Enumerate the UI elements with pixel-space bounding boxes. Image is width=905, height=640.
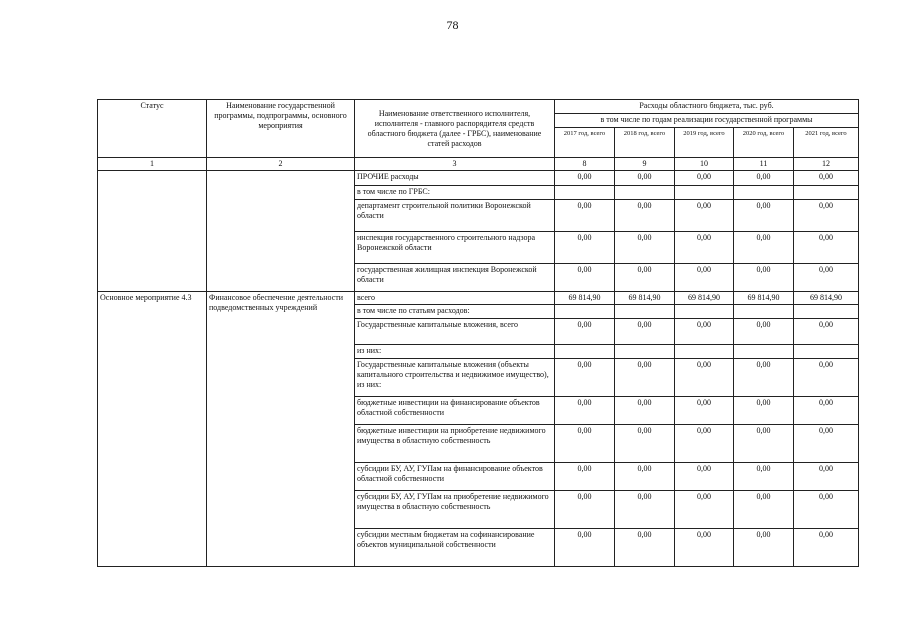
header-program-name: Наименование государственной программы, подпрограммы, основного мероприятия bbox=[207, 100, 355, 158]
value-2021 bbox=[794, 305, 859, 319]
row-label: Государственные капитальные вложения (объекты капитального строительства и недвижимое имущество), из них: bbox=[355, 359, 555, 397]
row-label: в том числе по статьям расходов: bbox=[355, 305, 555, 319]
header-executor: Наименование ответственного исполнителя, исполнителя - главного распорядителя средств областного бюджета (далее - ГРБС), наименование статей расходов bbox=[355, 100, 555, 158]
value-2018: 0,00 bbox=[615, 491, 675, 529]
row-label: инспекция государственного строительного надзора Воронежской области bbox=[355, 232, 555, 264]
row-label: государственная жилищная инспекция Воронежской области bbox=[355, 264, 555, 292]
value-2017: 0,00 bbox=[555, 529, 615, 567]
value-2021: 0,00 bbox=[794, 359, 859, 397]
value-2017 bbox=[555, 305, 615, 319]
value-2019 bbox=[675, 186, 734, 200]
row-label: из них: bbox=[355, 345, 555, 359]
value-2021: 69 814,90 bbox=[794, 292, 859, 305]
value-2021: 0,00 bbox=[794, 397, 859, 425]
value-2020: 69 814,90 bbox=[734, 292, 794, 305]
value-2019: 69 814,90 bbox=[675, 292, 734, 305]
value-2018: 0,00 bbox=[615, 397, 675, 425]
value-2020: 0,00 bbox=[734, 319, 794, 345]
value-2017: 0,00 bbox=[555, 397, 615, 425]
value-2019 bbox=[675, 305, 734, 319]
row-label: субсидии БУ, АУ, ГУПам на финансирование объектов областной собственности bbox=[355, 463, 555, 491]
col-number: 12 bbox=[794, 158, 859, 171]
row-label: субсидии местным бюджетам на софинансирование объектов муниципальной собственности bbox=[355, 529, 555, 567]
value-2021: 0,00 bbox=[794, 463, 859, 491]
name-cell-empty bbox=[207, 171, 355, 292]
value-2019: 0,00 bbox=[675, 397, 734, 425]
value-2021: 0,00 bbox=[794, 425, 859, 463]
value-2018: 0,00 bbox=[615, 463, 675, 491]
value-2019: 0,00 bbox=[675, 171, 734, 186]
table-row bbox=[98, 292, 859, 305]
value-2021 bbox=[794, 345, 859, 359]
value-2018: 0,00 bbox=[615, 319, 675, 345]
value-2020: 0,00 bbox=[734, 359, 794, 397]
header-status: Статус bbox=[98, 100, 207, 158]
value-2017: 0,00 bbox=[555, 200, 615, 232]
col-number: 3 bbox=[355, 158, 555, 171]
activity-name-cell: Финансовое обеспечение деятельности подведомственных учреждений bbox=[207, 292, 355, 567]
value-2017: 0,00 bbox=[555, 171, 615, 186]
value-2018: 0,00 bbox=[615, 425, 675, 463]
value-2017: 0,00 bbox=[555, 425, 615, 463]
value-2020: 0,00 bbox=[734, 200, 794, 232]
value-2017 bbox=[555, 345, 615, 359]
value-2021: 0,00 bbox=[794, 200, 859, 232]
value-2019: 0,00 bbox=[675, 463, 734, 491]
value-2017: 0,00 bbox=[555, 264, 615, 292]
header-year-2018: 2018 год, всего bbox=[615, 128, 675, 158]
value-2021: 0,00 bbox=[794, 491, 859, 529]
value-2021: 0,00 bbox=[794, 529, 859, 567]
value-2017: 0,00 bbox=[555, 463, 615, 491]
value-2020: 0,00 bbox=[734, 397, 794, 425]
value-2019: 0,00 bbox=[675, 425, 734, 463]
col-number: 8 bbox=[555, 158, 615, 171]
value-2017: 0,00 bbox=[555, 319, 615, 345]
header-year-2017: 2017 год, всего bbox=[555, 128, 615, 158]
value-2019: 0,00 bbox=[675, 491, 734, 529]
status-cell-empty bbox=[98, 171, 207, 292]
header-year-2019: 2019 год, всего bbox=[675, 128, 734, 158]
value-2019 bbox=[675, 345, 734, 359]
value-2021: 0,00 bbox=[794, 319, 859, 345]
value-2018 bbox=[615, 305, 675, 319]
value-2021: 0,00 bbox=[794, 171, 859, 186]
col-number: 2 bbox=[207, 158, 355, 171]
row-label: Государственные капитальные вложения, всего bbox=[355, 319, 555, 345]
row-label: в том числе по ГРБС: bbox=[355, 186, 555, 200]
value-2020 bbox=[734, 345, 794, 359]
value-2021: 0,00 bbox=[794, 264, 859, 292]
budget-table bbox=[97, 99, 859, 567]
value-2018: 0,00 bbox=[615, 264, 675, 292]
value-2019: 0,00 bbox=[675, 264, 734, 292]
value-2020 bbox=[734, 186, 794, 200]
col-number: 11 bbox=[734, 158, 794, 171]
value-2020: 0,00 bbox=[734, 232, 794, 264]
col-number: 10 bbox=[675, 158, 734, 171]
value-2018: 69 814,90 bbox=[615, 292, 675, 305]
value-2020: 0,00 bbox=[734, 264, 794, 292]
value-2020: 0,00 bbox=[734, 463, 794, 491]
header-years-subtitle: в том числе по годам реализации государственной программы bbox=[555, 114, 859, 128]
value-2019: 0,00 bbox=[675, 359, 734, 397]
value-2019: 0,00 bbox=[675, 200, 734, 232]
value-2020: 0,00 bbox=[734, 425, 794, 463]
row-label: субсидии БУ, АУ, ГУПам на приобретение недвижимого имущества в областную собственность bbox=[355, 491, 555, 529]
value-2018 bbox=[615, 186, 675, 200]
value-2020: 0,00 bbox=[734, 529, 794, 567]
row-label: бюджетные инвестиции на приобретение недвижимого имущества в областную собственность bbox=[355, 425, 555, 463]
value-2018: 0,00 bbox=[615, 171, 675, 186]
header-year-2020: 2020 год, всего bbox=[734, 128, 794, 158]
value-2017: 0,00 bbox=[555, 491, 615, 529]
header-expenses-title: Расходы областного бюджета, тыс. руб. bbox=[555, 100, 859, 114]
row-label: ПРОЧИЕ расходы bbox=[355, 171, 555, 186]
col-number: 1 bbox=[98, 158, 207, 171]
row-label: бюджетные инвестиции на финансирование объектов областной собственности bbox=[355, 397, 555, 425]
row-label: всего bbox=[355, 292, 555, 305]
value-2019: 0,00 bbox=[675, 529, 734, 567]
header-year-2021: 2021 год, всего bbox=[794, 128, 859, 158]
value-2018: 0,00 bbox=[615, 200, 675, 232]
value-2017: 0,00 bbox=[555, 232, 615, 264]
column-number-row bbox=[98, 158, 859, 171]
value-2017: 0,00 bbox=[555, 359, 615, 397]
value-2018: 0,00 bbox=[615, 529, 675, 567]
value-2020: 0,00 bbox=[734, 491, 794, 529]
status-cell: Основное мероприятие 4.3 bbox=[98, 292, 207, 567]
value-2021 bbox=[794, 186, 859, 200]
value-2017: 69 814,90 bbox=[555, 292, 615, 305]
value-2021: 0,00 bbox=[794, 232, 859, 264]
row-label: департамент строительной политики Воронежской области bbox=[355, 200, 555, 232]
page-number: 78 bbox=[446, 18, 459, 32]
value-2019: 0,00 bbox=[675, 232, 734, 264]
value-2020: 0,00 bbox=[734, 171, 794, 186]
value-2019: 0,00 bbox=[675, 319, 734, 345]
value-2017 bbox=[555, 186, 615, 200]
value-2018: 0,00 bbox=[615, 232, 675, 264]
col-number: 9 bbox=[615, 158, 675, 171]
value-2018: 0,00 bbox=[615, 359, 675, 397]
value-2020 bbox=[734, 305, 794, 319]
value-2018 bbox=[615, 345, 675, 359]
table-row bbox=[98, 171, 859, 186]
